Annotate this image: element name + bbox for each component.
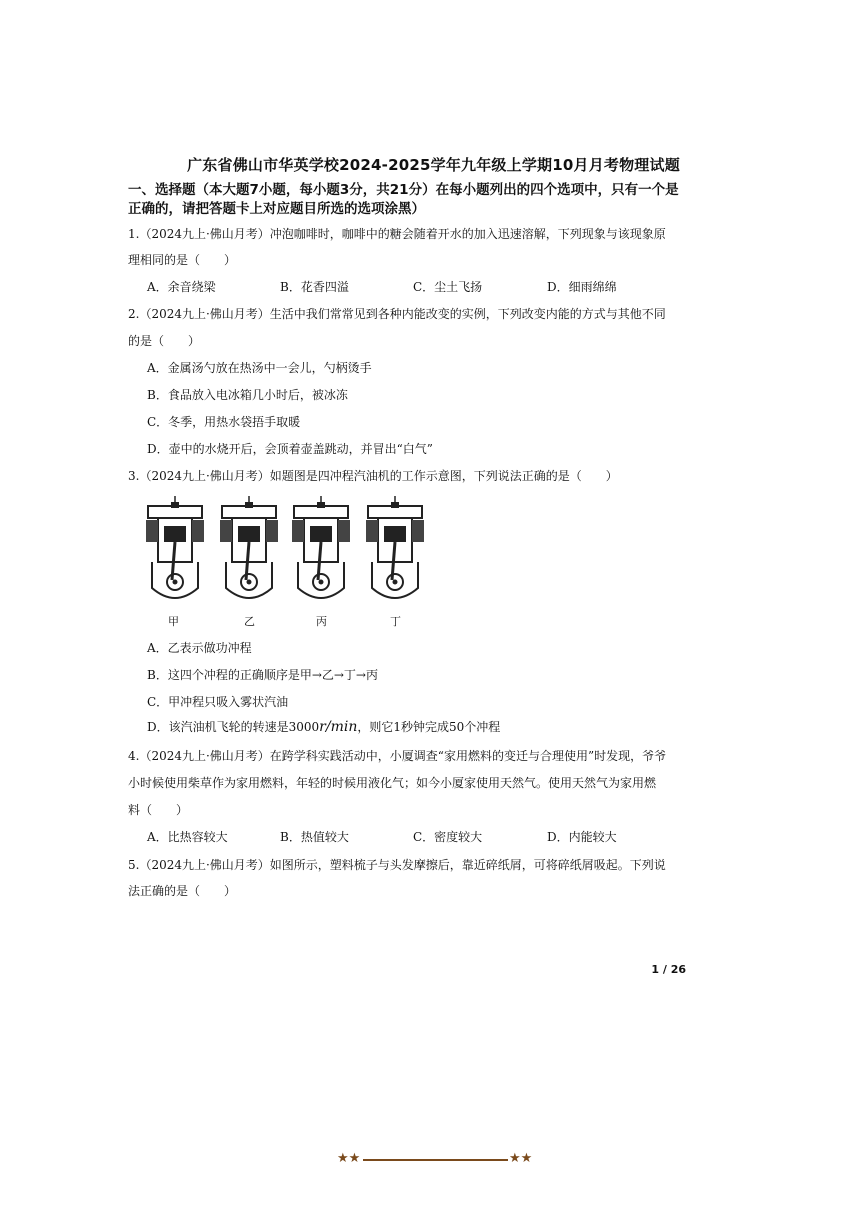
q3-line-1: 3.（2024九上·佛山月考）如题图是四冲程汽油机的工作示意图，下列说法正确的是（ ）	[128, 469, 618, 483]
exam-title: 广东省佛山市华英学校2024-2025学年九年级上学期10月月考物理试题	[187, 156, 680, 174]
engine-jia	[146, 496, 204, 598]
q1-line-2: 理相同的是（ ）	[128, 253, 237, 267]
q2-option-a: A．金属汤勺放在热汤中一会儿，勺柄烫手	[147, 361, 372, 375]
engine-ding	[366, 496, 424, 598]
engine-yi	[220, 496, 278, 598]
q5-line-1: 5.（2024九上·佛山月考）如图所示，塑料梳子与头发摩擦后，靠近碎纸屑，可将碎纸屑吸起。下列说	[128, 858, 666, 872]
star-icon-left: ★★	[337, 1151, 361, 1166]
q4-option-d: D．内能较大	[547, 830, 617, 844]
q1-option-b: B．花香四溢	[280, 280, 349, 294]
q1-option-a: A．余音绕梁	[147, 280, 216, 294]
q4-line-2: 小时候使用柴草作为家用燃料，年轻的时候用液化气；如今小厦家使用天然气。使用天然气为家用燃	[128, 776, 657, 790]
q2-line-1: 2.（2024九上·佛山月考）生活中我们常常见到各种内能改变的实例，下列改变内能的方式与其他不同	[128, 307, 666, 321]
q1-option-d: D．细雨绵绵	[547, 280, 617, 294]
q3-option-b: B．这四个冲程的正确顺序是甲→乙→丁→丙	[147, 668, 378, 682]
q2-option-d: D．壶中的水烧开后，会顶着壶盖跳动，并冒出“白气”	[147, 442, 433, 456]
q2-option-b: B．食品放入电冰箱几小时后，被冰冻	[147, 388, 348, 402]
engine-diagrams	[140, 492, 440, 612]
section-header: 一、选择题（本大题7小题，每小题3分，共21分）在每小题列出的四个选项中，只有一个是正确的，请把答题卡上对应题目所选的选项涂黑）	[128, 182, 679, 217]
q4-option-a: A．比热容较大	[147, 830, 228, 844]
engine-bing	[292, 496, 350, 598]
q3-option-d-pre: D．该汽油机飞轮的转速是3000	[147, 720, 320, 734]
engine-label-jia: 甲	[168, 615, 179, 628]
footer-rule	[363, 1159, 508, 1161]
q4-line-3: 料（ ）	[128, 803, 189, 817]
q3-option-d-unit: r/min	[319, 719, 358, 735]
q3-option-c: C．甲冲程只吸入雾状汽油	[147, 695, 289, 709]
q2-line-2: 的是（ ）	[128, 334, 201, 348]
q2-option-c: C．冬季，用热水袋捂手取暖	[147, 415, 301, 429]
q4-line-1: 4.（2024九上·佛山月考）在跨学科实践活动中，小厦调查“家用燃料的变迁与合理使用”时发现，爷爷	[128, 749, 667, 763]
page-number: 1 / 26	[651, 963, 686, 976]
q3-option-d	[147, 718, 500, 735]
q3-option-a: A．乙表示做功冲程	[147, 641, 252, 655]
q4-option-b: B．热值较大	[280, 830, 349, 844]
engine-stroke-figure	[140, 492, 440, 632]
q1-option-c: C．尘土飞扬	[413, 280, 483, 294]
q4-option-c: C．密度较大	[413, 830, 483, 844]
q1-line-1: 1.（2024九上·佛山月考）冲泡咖啡时，咖啡中的糖会随着开水的加入迅速溶解，下列现象与该现象原	[128, 227, 666, 241]
engine-label-bing: 丙	[316, 615, 327, 628]
engine-label-ding: 丁	[390, 615, 401, 628]
q5-line-2: 法正确的是（ ）	[128, 884, 237, 898]
engine-label-yi: 乙	[244, 615, 255, 628]
star-icon-right: ★★	[509, 1151, 533, 1166]
footer-ornament	[337, 1150, 533, 1170]
q3-option-d-post: ，则它1秒钟完成50个冲程	[357, 720, 501, 734]
